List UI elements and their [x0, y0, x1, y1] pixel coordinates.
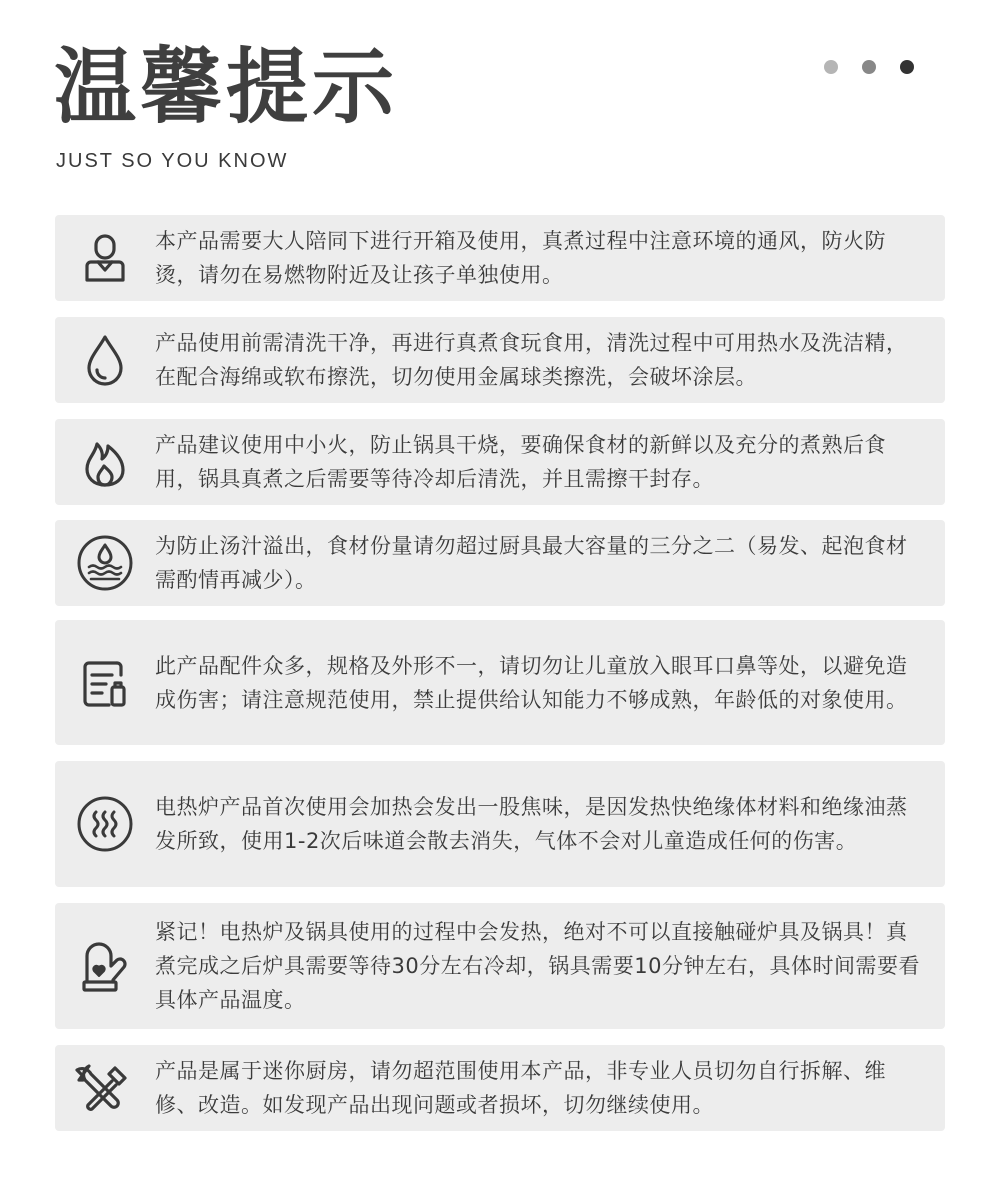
dot-1	[824, 60, 838, 74]
notice-card-capacity	[55, 520, 945, 606]
notice-text: 本产品需要大人陪同下进行开箱及使用，真煮过程中注意环境的通风，防火防烫，请勿在易燃物附近及让孩子单独使用。	[155, 229, 886, 287]
checklist-icon	[75, 653, 135, 713]
notice-text: 产品使用前需清洗干净，再进行真煮食玩食用，清洗过程中可用热水及洗洁精，在配合海绵或软布擦洗，切勿使用金属球类擦洗，会破坏涂层。	[155, 331, 908, 389]
decorative-dots	[824, 60, 914, 74]
heat-wave-icon	[75, 794, 135, 854]
tools-icon	[75, 1058, 135, 1118]
notice-card-supervision	[55, 215, 945, 301]
page-title: 温馨提示	[54, 40, 399, 135]
oven-mitt-icon	[75, 936, 135, 996]
notice-text: 电热炉产品首次使用会加热会发出一股焦味，是因发热快绝缘体材料和绝缘油蒸发所致，使用1-2次后味道会散去消失，气体不会对儿童造成任何的伤害。	[155, 795, 908, 853]
notice-card-cleaning	[55, 317, 945, 403]
dot-2	[862, 60, 876, 74]
water-drop-icon	[75, 330, 135, 390]
notice-text: 此产品配件众多，规格及外形不一，请切勿让儿童放入眼耳口鼻等处，以避免造成伤害；请注意规范使用，禁止提供给认知能力不够成熟，年龄低的对象使用。	[155, 653, 908, 712]
notice-card-no-repair	[55, 1045, 945, 1131]
notice-text: 为防止汤汁溢出，食材份量请勿超过厨具最大容量的三分之二（易发、起泡食材需酌情再减少）。	[155, 534, 908, 592]
notice-card-small-parts	[55, 620, 945, 745]
notice-card-heat	[55, 419, 945, 505]
notice-text: 紧记！电热炉及锅具使用的过程中会发热，绝对不可以直接触碰炉具及锅具！真煮完成之后炉具需要等待30分左右冷却，锅具需要10分钟左右，具体时间需要看具体产品温度。	[155, 920, 920, 1012]
notice-text: 产品建议使用中小火，防止锅具干烧，要确保食材的新鲜以及充分的煮熟后食用，锅具真煮之后需要等待冷却后清洗，并且需擦干封存。	[155, 433, 886, 491]
person-icon	[75, 228, 135, 288]
page-subtitle: JUST SO YOU KNOW	[56, 150, 289, 172]
notice-card-burn-warning	[55, 903, 945, 1029]
flame-icon	[75, 432, 135, 492]
dot-3	[900, 60, 914, 74]
overflow-drop-icon	[75, 533, 135, 593]
notice-card-first-use	[55, 761, 945, 887]
notice-text: 产品是属于迷你厨房，请勿超范围使用本产品，非专业人员切勿自行拆解、维修、改造。如发现产品出现问题或者损坏，切勿继续使用。	[155, 1059, 886, 1117]
